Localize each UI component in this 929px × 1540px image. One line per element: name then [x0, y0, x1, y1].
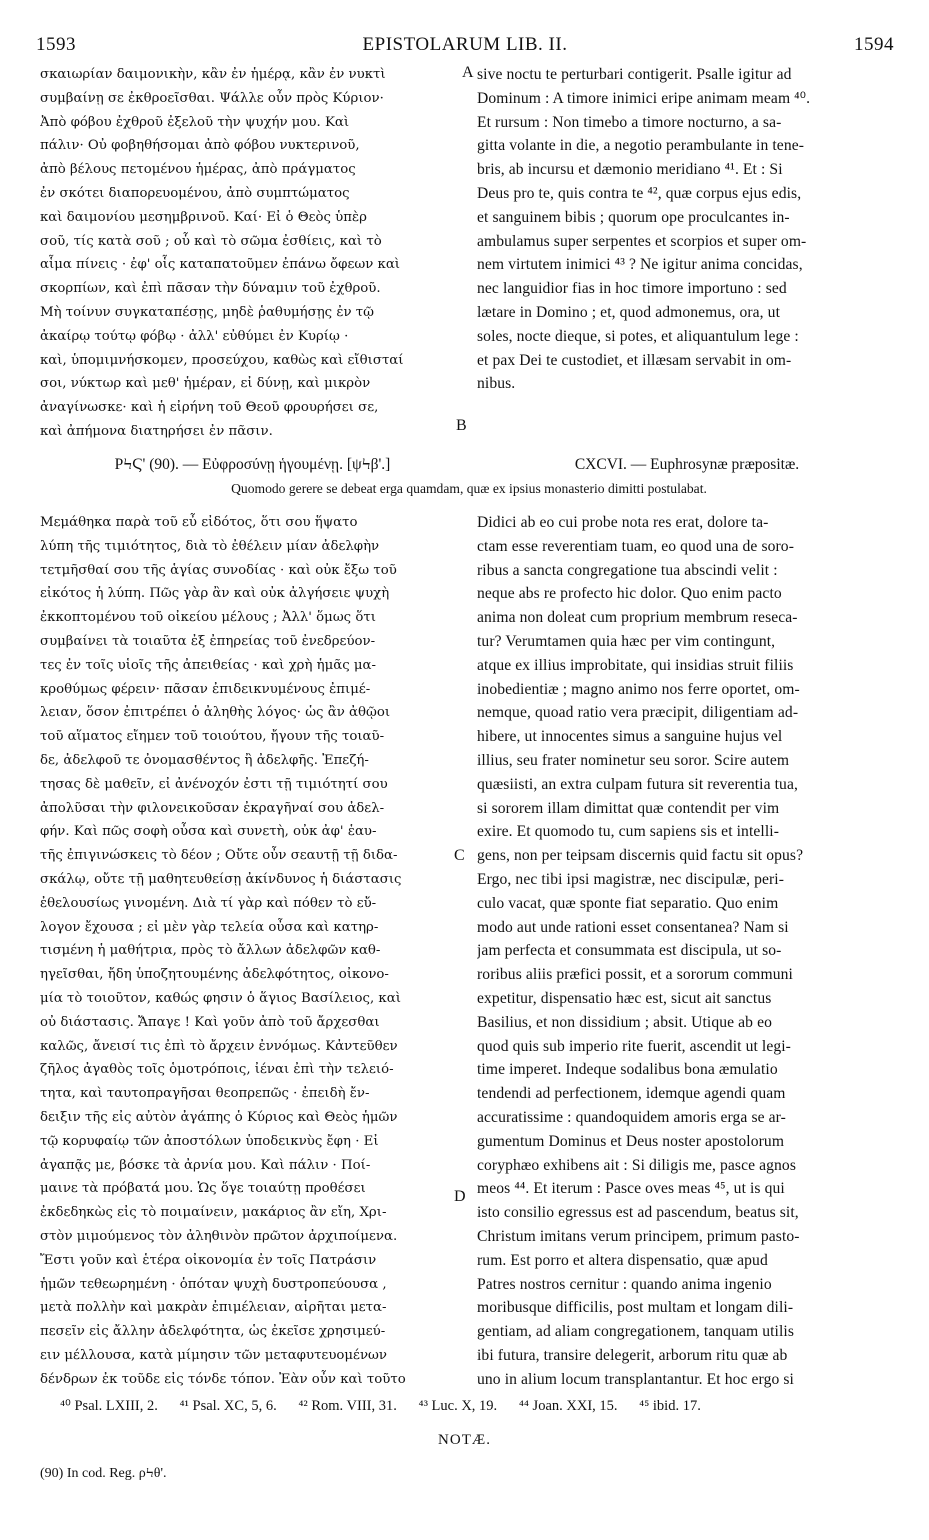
text-line: ctam esse reverentiam tuam, eo quod una de soro- [477, 537, 794, 555]
text-line: Ergo, nec tibi ipsi magistræ, nec discipulæ, peri- [477, 870, 785, 888]
footnotes [60, 1398, 890, 1415]
margin-letter-a: A [462, 64, 474, 81]
footnote: ⁴⁰ Psal. LXIII, 2. [60, 1398, 158, 1414]
text-line: uno in alium locum transplantantur. Et hoc ergo si [477, 1370, 794, 1388]
text-line: καλῶς, ἄνεισί τις ἐπὶ τὸ ἄρχειν ἐννόμως. Κἀντεῦθεν [40, 1038, 398, 1054]
text-line: τες ἐν τοῖς υἱοῖς τῆς ἀπειθείας · καὶ χρὴ ἡμᾶς μα- [40, 657, 377, 673]
text-line: tur? Verumtamen quia hæc per vim contingunt, [477, 632, 776, 650]
text-line: Ἔστι γοῦν καὶ ἑτέρα οἰκονομία ἐν τοῖς Πατράσιν [40, 1252, 377, 1268]
text-line: tendendi ad perfectionem, idemque agendi quam [477, 1085, 786, 1103]
text-line: Ἀπὸ φόβου ἐχθροῦ ἐξελοῦ τὴν ψυχήν μου. Καὶ [40, 114, 350, 130]
margin-letter-d: D [454, 1188, 466, 1205]
text-line: ribus a sancta congregatione tua abscindi velit : [477, 561, 778, 579]
text-line: meos ⁴⁴. Et iterum : Pasce oves meas ⁴⁵, ut is qui [477, 1180, 785, 1198]
text-line: οὐ διάστασις. Ἄπαγε ! Καὶ γοῦν ἀπὸ τοῦ ἄρχεσθαι [40, 1014, 380, 1030]
text-line: ἀγαπᾷς με, βόσκε τὰ ἀρνία μου. Καὶ πάλιν · Ποί- [40, 1157, 371, 1173]
text-line: καὶ ἀπήμονα διατηρήσει ἐν πᾶσιν. [40, 423, 273, 439]
margin-letter-b: B [456, 417, 467, 434]
text-line: τετμῆσθαί σου τῆς ἁγίας συνοδίας · καὶ οὐκ ἔξω τοῦ [40, 562, 397, 578]
text-line: λογον ἔχουσα ; εἰ μὲν γὰρ τελεία οὖσα καὶ κατηρ- [40, 919, 379, 935]
text-line: σκορπίων, καὶ ἐπὶ πᾶσαν τὴν δύναμιν τοῦ ἐχθροῦ. [40, 281, 381, 297]
text-line: ἡμῶν τεθεωρημένη · ὁπόταν ψυχὴ δυστροπεύουσα , [40, 1276, 387, 1292]
footnote: ⁴² Rom. VIII, 31. [298, 1398, 397, 1414]
text-line: μία τὸ τοιοῦτον, καθώς φησιν ὁ ἅγιος Βασίλειος, καὶ [40, 990, 401, 1006]
text-line: τησας δὲ μαθεῖν, εἰ ἀνένοχόν ἐστι τῇ τιμιότητί σου [40, 776, 388, 792]
footnote: ⁴⁴ Joan. XXI, 15. [518, 1398, 618, 1414]
left-page-number: 1593 [36, 34, 76, 55]
text-line: Patres nostros cernitur : quando anima ingenio [477, 1275, 772, 1293]
text-line: ambulamus super serpentes et scorpios et super om- [477, 232, 807, 250]
text-line: Dominum : A timore inimici eripe animam meam ⁴⁰. [477, 89, 811, 107]
text-line: atque ex illius improbitate, qui insidias struit filiis [477, 656, 794, 674]
text-line: σκάλῳ, οὔτε τῇ μαθητευθείσῃ ἀκίνδυνος ἡ διάστασις [40, 871, 402, 887]
letter-title-greek: ΡϞϚ' (90). — Εὐφροσύνῃ ἡγουμένῃ. [ψϞβ'.] [114, 456, 391, 473]
text-line: modo aut unde rationi esset consentanea? Nam si [477, 918, 789, 936]
text-line: illius, seu frater nominetur seu soror. Scire autem [477, 751, 790, 769]
text-line: culo vacat, quæ sponte fiat separatio. Quo enim [477, 894, 779, 912]
text-line: δε, ἀδελφοῦ τε ὀνομασθέντος ἢ ἀδελφῆς. Ἐπεζή- [40, 752, 369, 768]
text-line: nec languidior fias in hoc timore importuno : sed [477, 280, 787, 298]
text-line: τητα, καὶ ταυτοπραγῆσαι θεοπρεπῶς · ἐπειδὴ ἔν- [40, 1086, 370, 1102]
text-line: quæsiisti, an extra culpam futura sit reverentia tua, [477, 775, 798, 793]
text-line: ζῆλος ἀγαθὸς τοῖς ὁμοτρόποις, ἰέναι ἐπὶ τὴν τελειό- [40, 1062, 394, 1078]
text-line: αἷμα πίνεις · ἐφ' οἷς καταπατοῦμεν ἐπάνω ὄφεων καὶ [40, 257, 401, 273]
text-line: σοι, νύκτωρ καὶ μεθ' ἡμέραν, εἰ δύνῃ, καὶ μικρὸν [40, 376, 371, 392]
text-line: ἀπολῦσαι τὴν φιλονεικοῦσαν ἐκραγῆναί σου ἀδελ- [40, 800, 385, 816]
text-line: gentiam, ad aliam congregationem, tanquam utilis [477, 1323, 795, 1341]
text-line: accuratissime : quandoquidem amoris erga se ar- [477, 1108, 786, 1126]
text-line: gitta volante in die, a negotio perambulante in tene- [477, 137, 805, 155]
text-line: ειν μέλλουσα, κατὰ μίμησιν τῶν μεταφυτευομένων [40, 1347, 387, 1363]
text-line: ἐκκοπτομένου τοῦ οἰκείου μέλους ; Ἀλλ' ὅμως ὅτι [40, 610, 376, 626]
text-line: roribus aliis præfici possit, et a sororum communi [477, 966, 793, 984]
text-line: nibus. [477, 375, 516, 393]
text-line: στὸν μιμούμενος τὸν ἀληθινὸν πρῶτον ἀρχιποίμενα. [40, 1228, 398, 1244]
text-line: ἐθελουσίως γινομένη. Διὰ τί γὰρ καὶ πόθεν τὸ εὔ- [40, 895, 377, 911]
text-line: moribusque difficilis, post multam et longam dili- [477, 1299, 794, 1317]
greek-column-top [40, 63, 465, 444]
text-line: εἰκότος ἡ λύπη. Πῶς γὰρ ἂν καὶ οὐκ ἀλγήσειε ψυχὴ [40, 586, 390, 602]
text-line: Basilius, et non dissidium ; absit. Utique ab eo [477, 1013, 772, 1031]
text-line: τῆς ἐπιγινώσκεις τὸ δέον ; Οὔτε οὖν σεαυτῇ τῇ διδα- [40, 848, 398, 864]
text-line: rum. Est porro et altera dispensatio, quæ apud [477, 1251, 768, 1269]
text-line: ἀκαίρῳ τούτῳ φόβῳ · ἀλλ' εὐθύμει ἐν Κυρίῳ · [40, 328, 349, 344]
text-line: inobedientiæ ; magno animo nos ferre oportet, om- [477, 680, 800, 698]
text-line: δειξιν τῆς εἰς αὐτὸν ἀγάπης ὁ Κύριος καὶ Θεὸς ἡμῶν [40, 1109, 398, 1125]
text-line: πεσεῖν εἰς ἄλλην ἀδελφότητα, ὡς ἐκεῖσε χρησιμεύ- [40, 1324, 386, 1340]
margin-letter-c: C [454, 847, 465, 864]
text-line: et sanguinem bibis ; quorum ope proculcantes in- [477, 208, 790, 226]
right-page-number: 1594 [854, 34, 894, 55]
text-line: φήν. Καὶ πῶς σοφὴ οὖσα καὶ συνετὴ, οὐκ ἀφ' ἑαυ- [40, 824, 377, 840]
text-line: τισμένη ἡ μαθήτρια, πρὸς τὸ ἄλλων ἀδελφῶν καθ- [40, 943, 381, 959]
text-line: gumentum Dominus et Deus noster apostolorum [477, 1132, 785, 1150]
text-line: jam perfecta et consummata est discipula, ut so- [477, 942, 782, 960]
text-line: gens, non per teipsam discernis quid factu sit opus? [477, 847, 804, 865]
text-line: Et rursum : Non timebo a timore nocturno, a sa- [477, 113, 782, 131]
text-line: καὶ δαιμονίου μεσημβρινοῦ. Καί· Εἰ ὁ Θεὸς ὑπὲρ [40, 209, 367, 225]
text-line: expetitur, dispensatio hæc est, sicut ait sanctus [477, 989, 772, 1007]
text-line: μαινε τὰ πρόβατά μου. Ὡς ὅγε τοιαύτῃ προθέσει [40, 1181, 366, 1197]
text-line: lætare in Domino ; et, quod admonemus, ora, ut [477, 303, 780, 321]
text-line: συμβαίνῃ σε ἐκθροεῖσθαι. Ψάλλε οὖν πρὸς Κύριον· [40, 90, 384, 106]
text-line: Deus pro te, quis contra te ⁴², quæ corpus ejus edis, [477, 184, 802, 202]
text-line: si sororem illam dimittat quæ contendit per vim [477, 799, 780, 817]
text-line: Christum imitans verum principem, primum pasto- [477, 1227, 800, 1245]
latin-column-top [477, 63, 897, 396]
running-title: EPISTOLARUM LIB. II. [362, 34, 568, 55]
text-line: hibere, ut innocentes simus a sanguine hujus vel [477, 728, 783, 746]
text-line: λειαν, ὅσον ἐπιτρέπει ὁ ἀληθὴς λόγος· ὡς ἂν ἀθῷοι [40, 705, 391, 721]
text-line: exire. Et quomodo tu, cum sapiens sis et intelli- [477, 823, 779, 841]
text-line: neque abs re profecto hic dolor. Quo enim pacto [477, 585, 782, 603]
letter-subtitle: Quomodo gerere se debeat erga quamdam, quæ ex ipsius monasterio dimitti postulabat. [231, 481, 707, 496]
notae-heading: NOTÆ. [438, 1432, 491, 1448]
footnote: ⁴⁵ ibid. 17. [639, 1398, 701, 1414]
footnote: ⁴³ Luc. X, 19. [418, 1398, 498, 1414]
text-line: coryphæo exhibens ait : Si diligis me, pasce agnos [477, 1156, 796, 1174]
text-line: et pax Dei te custodiet, et illæsam servabit in om- [477, 351, 792, 369]
text-line: δένδρων ἐκ τοῦδε εἰς τόνδε τόπον. Ἐὰν οὖν καὶ τοῦτο [40, 1371, 406, 1387]
text-line: Μεμάθηκα παρὰ τοῦ εὖ εἰδότος, ὅτι σου ἥψατο [40, 515, 358, 530]
text-line: ἀναγίνωσκε· καὶ ἡ εἰρήνη τοῦ Θεοῦ φρουρήσει σε, [40, 400, 379, 416]
text-line: bris, ab incursu et dæmonio meridiano ⁴¹. Et : Si [477, 161, 783, 179]
text-line: sive noctu te perturbari contigerit. Psalle igitur ad [477, 66, 792, 83]
letter-title-latin: CXCVI. — Euphrosynæ præpositæ. [574, 456, 800, 473]
text-line: isto consilio egressus est ad pascendum, beatus sit, [477, 1204, 799, 1222]
running-header [36, 34, 894, 60]
footnote: ⁴¹ Psal. XC, 5, 6. [179, 1398, 277, 1414]
text-line: τῷ κορυφαίῳ τῶν ἀποστόλων ὑποδεικνὺς ἔφη · Εἰ [40, 1133, 379, 1149]
text-line: ἀπὸ βέλους πετομένου ἡμέρας, ἀπὸ πράγματος [40, 162, 356, 178]
text-line: τοῦ αἵματος εἴημεν τοῦ τοιούτου, ἤγουν τῆς τοιαῦ- [40, 729, 385, 745]
text-line: soles, nocte dieque, si potes, et aliquantulum lege : [477, 327, 799, 345]
text-line: ἐν σκότει διαπορευομένου, ἀπὸ συμπτώματος [40, 185, 350, 201]
text-line: πάλιν· Οὐ φοβηθήσομαι ἀπὸ φόβου νυκτερινοῦ, [40, 138, 360, 154]
text-line: nem virtutem inimici ⁴³ ? Ne igitur anima concidas, [477, 256, 803, 274]
text-line: Didici ab eo cui probe nota res erat, dolore ta- [477, 514, 769, 531]
editorial-note: (90) In cod. Reg. ρϞθ'. [40, 1466, 167, 1481]
text-line: συμβαίνει τὰ τοιαῦτα ἐξ ἐπηρείας τοῦ ἐνεδρεύον- [40, 633, 376, 649]
text-line: Μὴ τοίνυν συγκαταπέσῃς, μηδὲ ῥαθυμήσῃς ἐν τῷ [40, 304, 374, 320]
text-line: nemque, quoad ratio vera præcipit, diligentiam ad- [477, 704, 799, 722]
text-line: μετὰ πολλὴν καὶ μακρὰν ἐπιμέλειαν, αἱρῆται μετα- [40, 1300, 387, 1316]
text-line: σοῦ, τίς κατὰ σοῦ ; οὗ καὶ τὸ σῶμα ἐσθίεις, καὶ τὸ [40, 233, 382, 249]
text-line: σκαιωρίαν δαιμονικὴν, κἂν ἐν ἡμέρᾳ, κἂν ἐν νυκτὶ [40, 67, 386, 82]
text-line: κροθύμως φέρειν· πᾶσαν ἐπιδεικνυμένους ἐπιμέ- [40, 681, 371, 697]
text-line: time imperet. Indeque sodalibus bona æmulatio [477, 1061, 778, 1079]
latin-column-main [477, 511, 897, 1391]
text-line: anima non doleat cum proprium membrum reseca- [477, 609, 798, 627]
text-line: ibi futura, transire delegerit, arborum ritu quæ ab [477, 1346, 788, 1364]
greek-column-main [40, 511, 465, 1391]
text-line: καὶ, ὑπομιμνήσκομεν, προσεύχου, καθὼς καὶ εἴθισταί [40, 352, 404, 368]
text-line: ἐκδεδηκὼς εἰς τὸ ποιμαίνειν, μακάριος ἂν εἴη, Χρι- [40, 1205, 387, 1221]
text-line: quod quis sub imperio rite fuerit, ascendit ut legi- [477, 1037, 791, 1055]
text-line: ηγεῖσθαι, ἤδη ὑποζητουμένης ἀδελφότητος, οἰκονο- [40, 967, 389, 983]
text-line: λύπη τῆς τιμιότητος, διὰ τὸ ἐθέλειν μίαν ἀδελφὴν [40, 538, 380, 554]
